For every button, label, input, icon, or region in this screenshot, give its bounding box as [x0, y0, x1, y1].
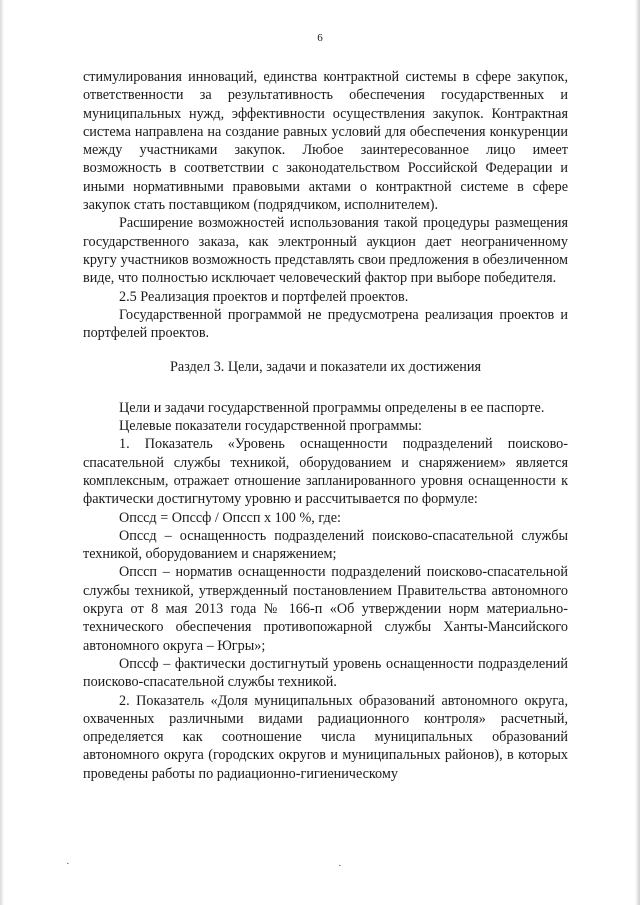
definition-opssf: Опсcф – фактически достигнутый уровень оснащенности подразделений поисково-спасательной службы техникой.: [83, 655, 568, 691]
section-3-heading: Раздел 3. Цели, задачи и показатели их достижения: [170, 359, 481, 376]
paragraph-indicator-1: 1. Показатель «Уровень оснащенности подразделений поисково-спасательной службы техникой, оборудованием и снаряжением» является комплексным, отражает отношение запланированного уровня оснащенности к фактически достигнутому уровню и рассчитывается по формуле:: [83, 436, 568, 508]
document-body: [83, 68, 568, 783]
definition-opssd: Опсcд – оснащенность подразделений поисково-спасательной службы техникой, оборудованием и снаряжением;: [83, 527, 568, 563]
paragraph-goals-defined: Цели и задачи государственной программы определены в ее паспорте.: [119, 399, 545, 416]
paragraph-electronic-auction: Расширение возможностей использования такой процедуры размещения государственного заказа, как электронный аукцион дает неограниченному кругу участников возможность представлять свои предложения в обезличенном виде, что полностью исключает человеческий фактор при выборе победителя.: [83, 215, 568, 287]
scan-speck: ·: [66, 858, 70, 870]
definition-opssp: Опсcп – норматив оснащенности подразделений поисково-спасательной службы техникой, утвержденный постановлением Правительства автономного округа от 8 мая 2013 года № 166-п «Об утверждении норм материально-технического обеспечения противопожарной службы Ханты-Мансийского автономного округа – Югры»;: [83, 564, 568, 654]
paragraph-indicator-2: 2. Показатель «Доля муниципальных образований автономного округа, охваченных различными видами радиационного контроля» расчетный, определяется как соотношение числа муниципальных образований автономного округа (городских округов и муниципальных районов), в которых проведены работы по радиационно-гигиеническому: [83, 692, 568, 782]
paragraph-subsection-2-5: 2.5 Реализация проектов и портфелей проектов.: [119, 288, 409, 305]
page-number: 6: [317, 32, 323, 44]
scan-edge-left: [0, 0, 4, 905]
formula-line: Опсcд = Опсcф / Опсcп х 100 %, где:: [119, 509, 341, 526]
paragraph-target-indicators: Целевые показатели государственной программы:: [119, 418, 422, 435]
paragraph-projects-not-planned: Государственной программой не предусмотрена реализация проектов и портфелей проектов.: [83, 306, 568, 342]
scan-speck: ·: [338, 860, 342, 872]
scan-edge-right: [635, 0, 640, 905]
paragraph-procurement-continuation: стимулирования инноваций, единства контрактной системы в сфере закупок, ответственности за результативность обеспечения государственных и муниципальных нужд, эффективности осуществления закупок. Контрактная система направлена на создание равных условий для обеспечения конкуренции между участниками закупок. Любое заинтересованное лицо имеет возможность в соответствии с законодательством Российской Федерации и иными нормативными правовыми актами о контрактной системе в сфере закупок стать поставщиком (подрядчиком, исполнителем).: [83, 69, 568, 214]
